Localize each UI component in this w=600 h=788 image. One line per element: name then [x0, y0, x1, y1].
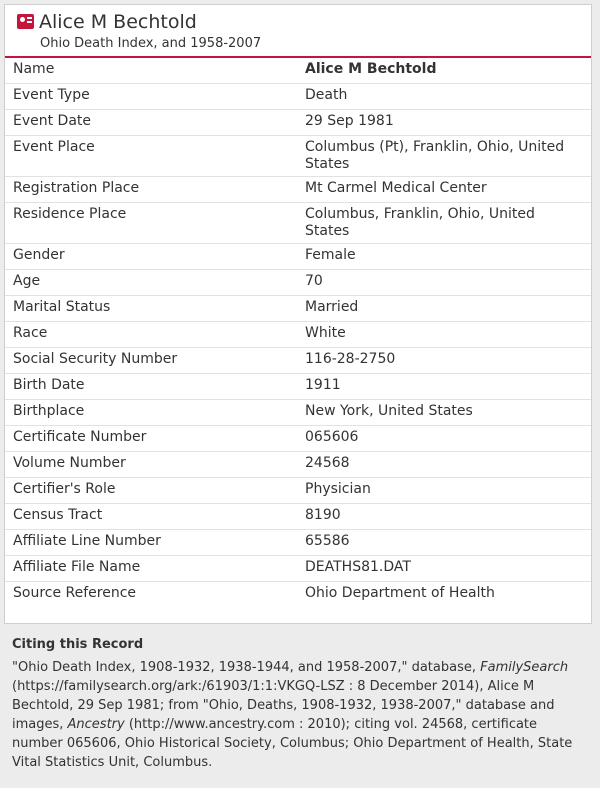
fact-label: Registration Place — [5, 177, 305, 203]
fact-value: Mt Carmel Medical Center — [305, 177, 591, 203]
fact-label: Event Place — [5, 136, 305, 177]
fact-label: Gender — [5, 244, 305, 270]
fact-row — [5, 84, 591, 110]
fact-label: Marital Status — [5, 296, 305, 322]
fact-label: Age — [5, 270, 305, 296]
fact-value: Ohio Department of Health — [305, 585, 495, 601]
fact-row — [5, 400, 591, 426]
fact-value: Married — [305, 296, 591, 322]
fact-row — [5, 136, 591, 177]
fact-label: Residence Place — [5, 203, 305, 244]
fact-value: 116-28-2750 — [305, 348, 591, 374]
fact-label: Social Security Number — [5, 348, 305, 374]
collection-title: Ohio Death Index, and 1958-2007 — [40, 36, 262, 51]
fact-value: 1911 — [305, 374, 591, 400]
fact-label: Birthplace — [5, 400, 305, 426]
fact-value: 70 — [305, 270, 591, 296]
fact-label: Name — [5, 58, 305, 84]
fact-value: New York, United States — [305, 400, 591, 426]
fact-row — [5, 110, 591, 136]
fact-value: Columbus (Pt), Franklin, Ohio, United States — [305, 136, 591, 177]
fact-row — [5, 203, 591, 244]
citation-section — [12, 637, 582, 772]
fact-label: Event Date — [5, 110, 305, 136]
fact-label: Source Reference — [13, 585, 137, 601]
fact-row — [5, 582, 591, 608]
fact-row — [5, 478, 591, 504]
fact-row — [5, 504, 591, 530]
fact-value: Death — [305, 84, 591, 110]
fact-label: Birth Date — [5, 374, 305, 400]
fact-value: Alice M Bechtold — [305, 58, 591, 84]
fact-value: White — [305, 322, 591, 348]
fact-value: DEATHS81.DAT — [305, 556, 591, 582]
fact-label: Affiliate Line Number — [5, 530, 305, 556]
person-record-icon — [17, 14, 34, 29]
fact-value: Columbus, Franklin, Ohio, United States — [305, 203, 591, 244]
fact-row — [5, 322, 591, 348]
citation-source-name: Ancestry — [67, 717, 125, 732]
citation-site-name: FamilySearch — [480, 660, 569, 675]
fact-label: Certifier's Role — [5, 478, 305, 504]
fact-row — [5, 244, 591, 270]
fact-row — [5, 58, 591, 84]
fact-label: Volume Number — [5, 452, 305, 478]
fact-row — [5, 270, 591, 296]
fact-value: 065606 — [305, 426, 591, 452]
citation-text: "Ohio Death Index, 1908-1932, 1938-1944, and 1958-2007," database, FamilySearch (https://familysearch.org/ark:/61903/1:1:VKGQ-LSZ : 8 December 2014), Alice M Bechtold, 29 Sep 1981; from "Ohio, Deaths, 1908-1932, 1938-2007," database and images, Ancestry (http://www.ancestry.com : 2010); citing vol. 24568, certificate number 065606, Ohio Historical Society, Columbus; Ohio Department of Health, State Vital Statistics Unit, Columbus. — [12, 660, 573, 770]
fact-label: Event Type — [5, 84, 305, 110]
fact-value: Physician — [305, 478, 591, 504]
fact-row — [5, 374, 591, 400]
fact-value: 29 Sep 1981 — [305, 110, 591, 136]
fact-row — [5, 530, 591, 556]
fact-value: 24568 — [305, 452, 591, 478]
fact-row — [5, 426, 591, 452]
record-title: Alice M Bechtold — [39, 11, 197, 33]
record-facts-table — [5, 58, 591, 607]
fact-value: 8190 — [305, 504, 591, 530]
fact-row — [5, 296, 591, 322]
fact-row — [5, 177, 591, 203]
fact-value: Female — [305, 244, 591, 270]
fact-label: Census Tract — [5, 504, 305, 530]
fact-row — [5, 452, 591, 478]
fact-row — [5, 348, 591, 374]
citation-heading: Citing this Record — [12, 637, 144, 652]
fact-label: Affiliate File Name — [5, 556, 305, 582]
record-header — [5, 5, 591, 58]
fact-value: 65586 — [305, 530, 591, 556]
record-card — [4, 4, 592, 624]
fact-row — [5, 556, 591, 582]
fact-label: Certificate Number — [5, 426, 305, 452]
fact-label: Race — [5, 322, 305, 348]
